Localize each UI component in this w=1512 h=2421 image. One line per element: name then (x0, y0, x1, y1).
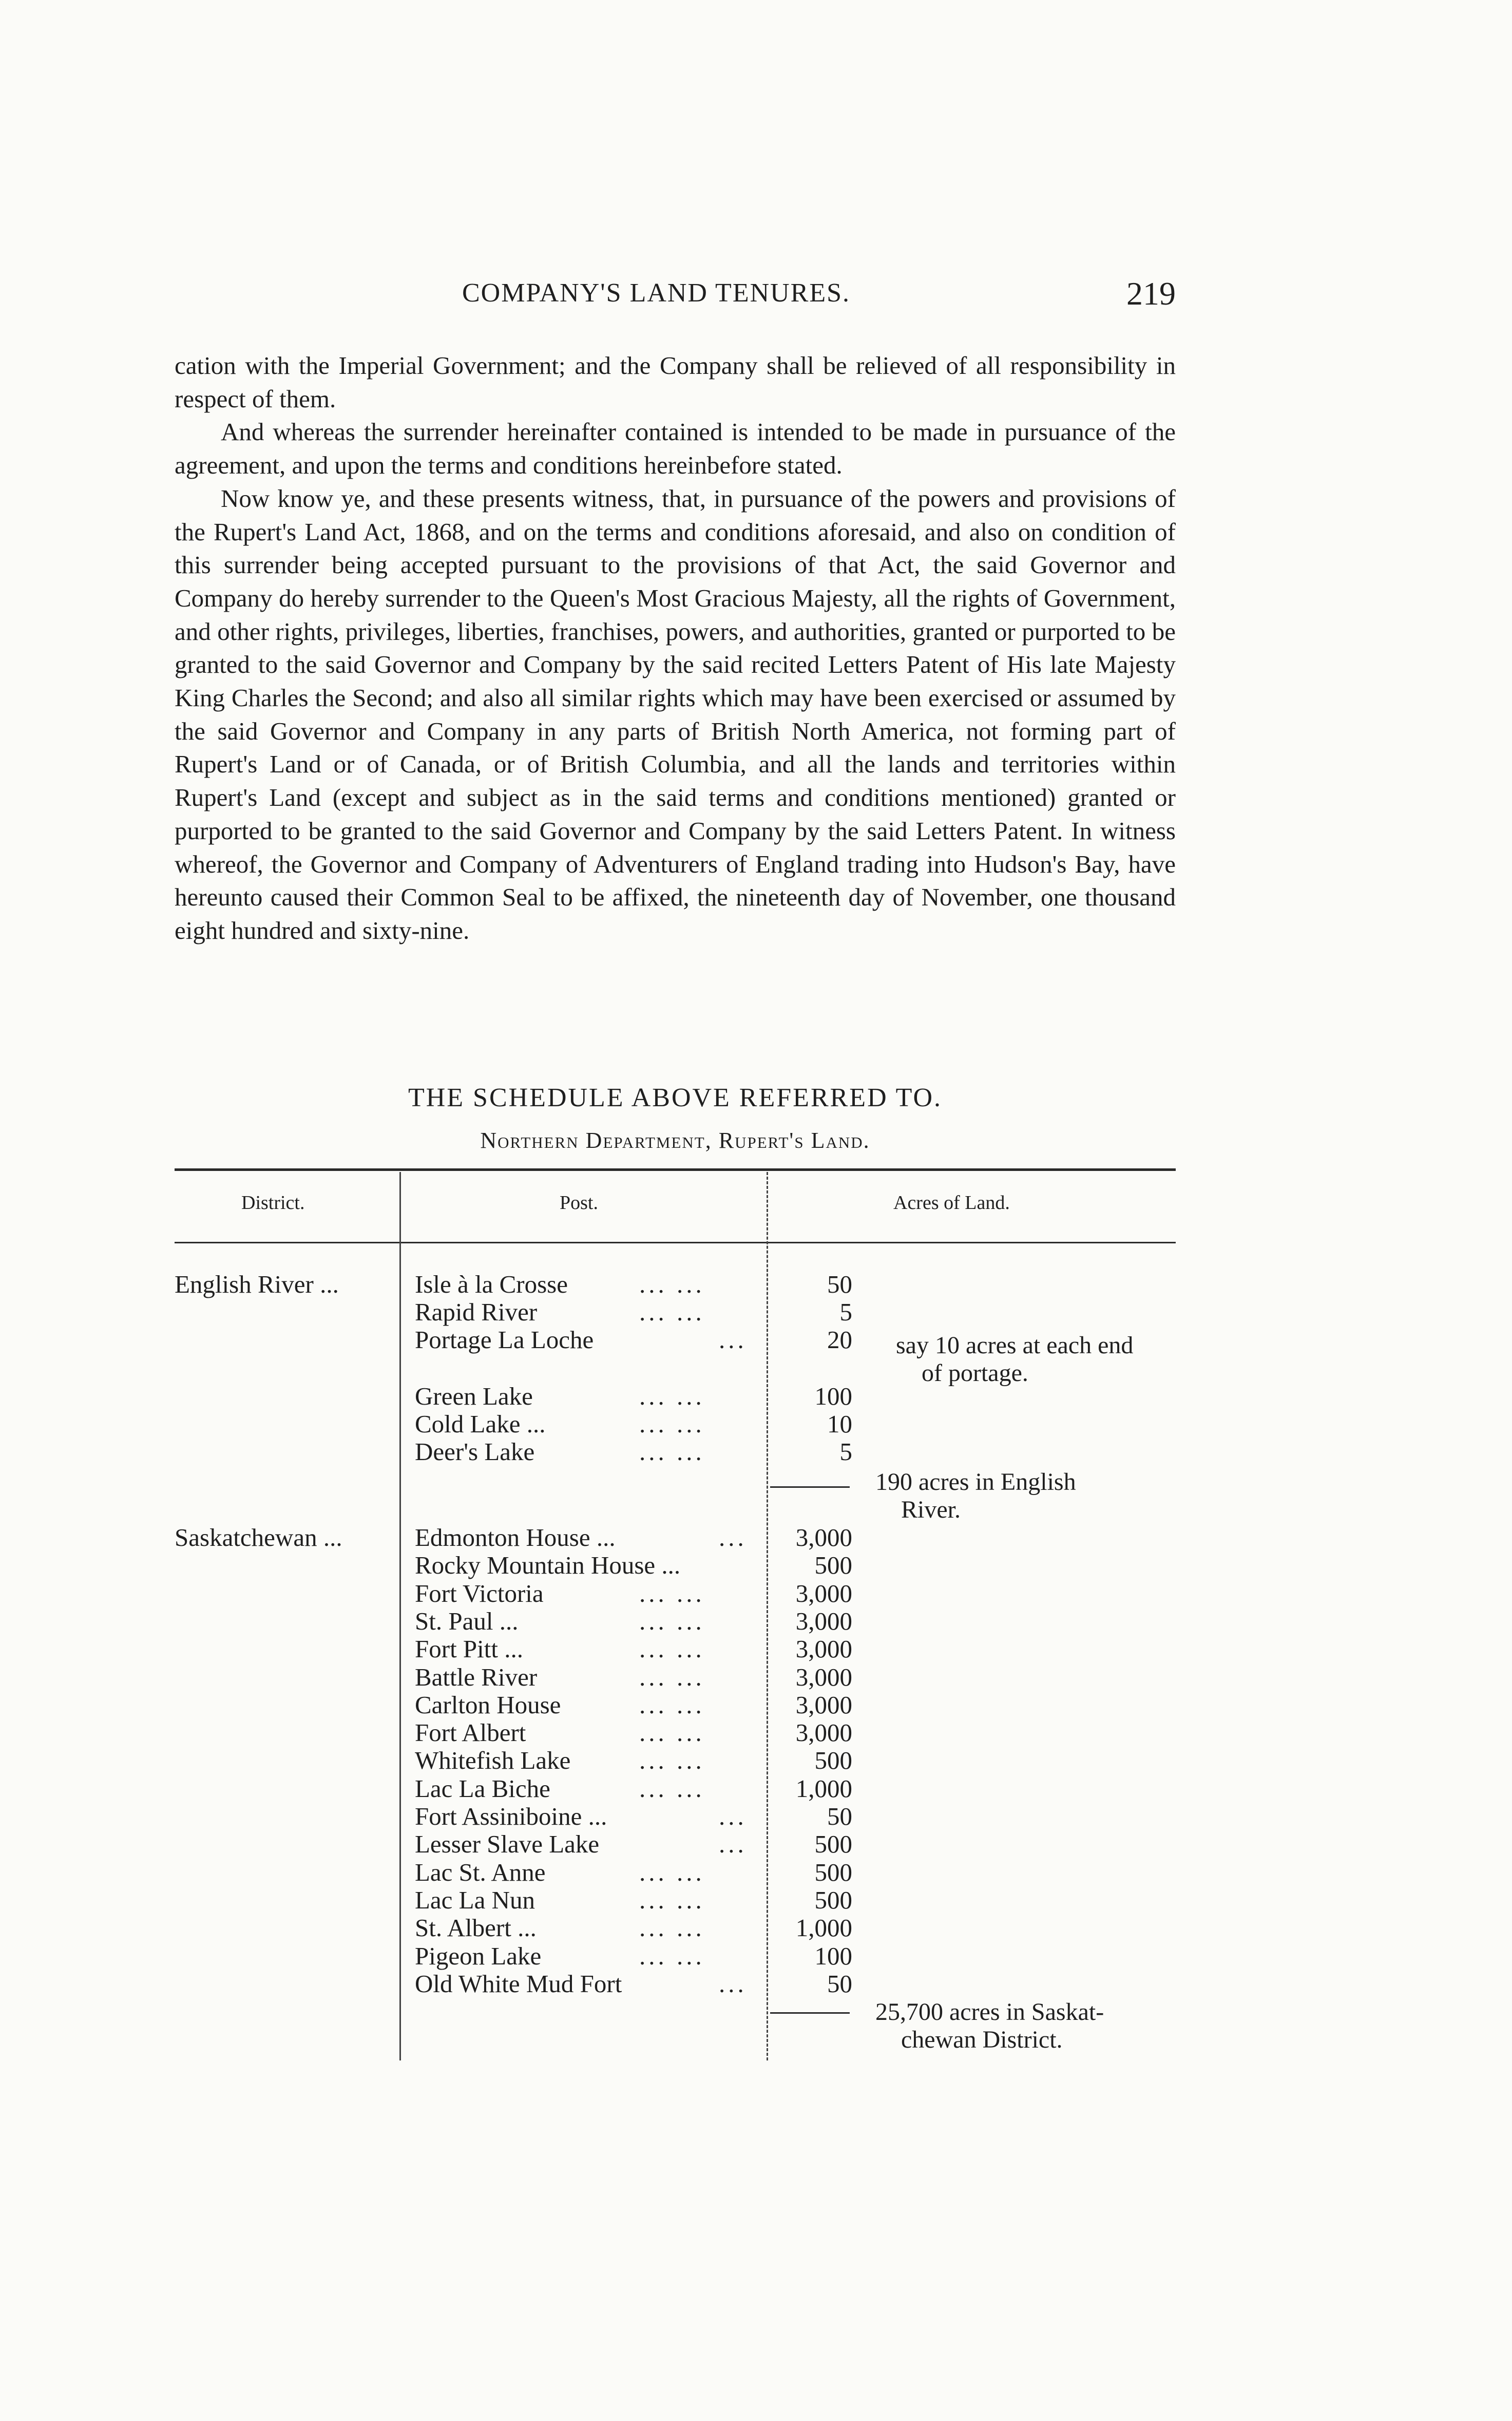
acres-value: 500 (814, 1886, 852, 1914)
paragraph: Now know ye, and these presents witness, that, in pursuance of the powers and provisions of the Rupert's Land Act, 1868, and on the terms and conditions aforesaid, and also on condition of this surrender being accepted pursuant to the provisions of that Act, the said Governor and Company do hereby surrender to the Queen's Most Gracious Majesty, all the rights of Government, and other rights, privileges, liberties, franchises, powers, and authorities, granted or purported to be granted to the said Governor and Company by the said recited Letters Patent of His late Majesty King Charles the Second; and also all similar rights which may have been exercised or assumed by the said Governor and Company in any parts of British North America, not forming part of Rupert's Land or of Canada, or of British Columbia, and all the lands and territories within Rupert's Land (except and subject as in the said terms and conditions mentioned) granted or purported to be granted to the said Governor and Company by the said Letters Patent. In witness whereof, the Governor and Company of Adventurers of England trading into Hudson's Bay, have hereunto caused their Common Seal to be affixed, the nineteenth day of November, one thousand eight hundred and sixty-nine. (175, 484, 1176, 944)
running-head (175, 275, 1176, 316)
acres-value: 500 (814, 1858, 852, 1886)
table-top-rule (175, 1168, 1176, 1171)
acres-value: 500 (814, 1746, 852, 1774)
leader-dots: ... ... (639, 1607, 705, 1635)
leader-dots: ... ... (639, 1635, 705, 1663)
acres-value: 1,000 (795, 1914, 852, 1942)
district-total: 190 acres in English (875, 1468, 1076, 1496)
acres-value: 50 (827, 1270, 852, 1298)
post-name: St. Paul ... (415, 1607, 519, 1635)
post-name: Whitefish Lake (415, 1746, 571, 1774)
post-name: Cold Lake ... (415, 1410, 546, 1438)
acres-value: 3,000 (795, 1523, 852, 1552)
district-total: 25,700 acres in Saskat- (875, 1998, 1104, 2026)
acres-value: 5 (839, 1298, 852, 1326)
post-name: Deer's Lake (415, 1438, 535, 1466)
post-name: Battle River (415, 1663, 538, 1691)
leader-dots: ... ... (639, 1270, 705, 1298)
leader-dots: ... ... (639, 1691, 705, 1719)
post-name: Lac St. Anne (415, 1858, 546, 1886)
acres-value: 500 (814, 1830, 852, 1858)
post-name: Old White Mud Fort (415, 1970, 622, 1998)
post-name: St. Albert ... (415, 1914, 537, 1942)
leader-dots: ... ... (639, 1886, 705, 1914)
leader-dots: ... (719, 1830, 747, 1858)
leader-dots: ... ... (639, 1410, 705, 1438)
paragraph: And whereas the surrender hereinafter contained is intended to be made in pursuance of the agreement, and upon the terms and conditions hereinbefore stated. (175, 418, 1176, 480)
paragraph: cation with the Imperial Government; and the Company shall be relieved of all responsibility in respect of them. (175, 351, 1176, 413)
acres-value: 50 (827, 1970, 852, 1998)
acres-value: 20 (827, 1326, 852, 1354)
acres-value: 5 (839, 1438, 852, 1466)
running-title: COMPANY'S LAND TENURES. (462, 278, 851, 308)
district-total-cont: chewan District. (901, 2026, 1063, 2053)
leader-dots: ... ... (639, 1663, 705, 1691)
column-divider (399, 1172, 401, 2060)
post-name: Lesser Slave Lake (415, 1830, 600, 1858)
table-header-rule (175, 1242, 1176, 1243)
portage-note-cont: of portage. (922, 1359, 1028, 1387)
acres-value: 100 (814, 1942, 852, 1970)
post-name: Fort Victoria (415, 1579, 544, 1607)
column-header-post: Post. (560, 1192, 598, 1214)
post-name: Isle à la Crosse (415, 1270, 568, 1298)
column-header-district: District. (241, 1192, 305, 1214)
district-total-cont: River. (901, 1496, 961, 1523)
subtotal-rule (770, 2012, 850, 2014)
leader-dots: ... ... (639, 1746, 705, 1774)
body-text (175, 349, 1176, 948)
acres-value: 3,000 (795, 1691, 852, 1719)
post-name: Rocky Mountain House ... (415, 1551, 681, 1579)
schedule-title: THE SCHEDULE ABOVE REFERRED TO. (408, 1083, 943, 1112)
schedule-subtitle: Northern Department, Rupert's Land. (480, 1128, 870, 1153)
leader-dots: ... ... (639, 1438, 705, 1466)
acres-value: 3,000 (795, 1663, 852, 1691)
post-name: Pigeon Lake (415, 1942, 542, 1970)
leader-dots: ... ... (639, 1858, 705, 1886)
leader-dots: ... (719, 1523, 747, 1552)
acres-value: 3,000 (795, 1579, 852, 1607)
post-name: Rapid River (415, 1298, 538, 1326)
leader-dots: ... ... (639, 1579, 705, 1607)
leader-dots: ... (719, 1326, 747, 1354)
leader-dots: ... ... (639, 1718, 705, 1747)
post-name: Green Lake (415, 1382, 533, 1410)
post-name: Fort Assiniboine ... (415, 1802, 607, 1830)
leader-dots: ... ... (639, 1914, 705, 1942)
column-divider (767, 1172, 768, 2060)
acres-value: 10 (827, 1410, 852, 1438)
leader-dots: ... ... (639, 1382, 705, 1410)
post-name: Lac La Biche (415, 1774, 550, 1803)
district-name: English River ... (175, 1270, 339, 1298)
post-name: Lac La Nun (415, 1886, 535, 1914)
portage-note: say 10 acres at each end (896, 1332, 1134, 1359)
post-name: Portage La Loche (415, 1326, 594, 1354)
acres-value: 1,000 (795, 1774, 852, 1803)
acres-value: 3,000 (795, 1607, 852, 1635)
post-name: Fort Pitt ... (415, 1635, 524, 1663)
post-name: Fort Albert (415, 1718, 526, 1747)
district-name: Saskatchewan ... (175, 1523, 342, 1552)
acres-value: 100 (814, 1382, 852, 1410)
page-number: 219 (1126, 275, 1176, 312)
acres-value: 3,000 (795, 1718, 852, 1747)
leader-dots: ... ... (639, 1942, 705, 1970)
post-name: Edmonton House ... (415, 1523, 616, 1552)
leader-dots: ... ... (639, 1298, 705, 1326)
acres-value: 3,000 (795, 1635, 852, 1663)
post-name: Carlton House (415, 1691, 561, 1719)
leader-dots: ... (719, 1802, 747, 1830)
acres-value: 50 (827, 1802, 852, 1830)
acres-value: 500 (814, 1551, 852, 1579)
subtotal-rule (770, 1486, 850, 1488)
column-header-acres: Acres of Land. (893, 1192, 1010, 1214)
leader-dots: ... (719, 1970, 747, 1998)
leader-dots: ... ... (639, 1774, 705, 1803)
